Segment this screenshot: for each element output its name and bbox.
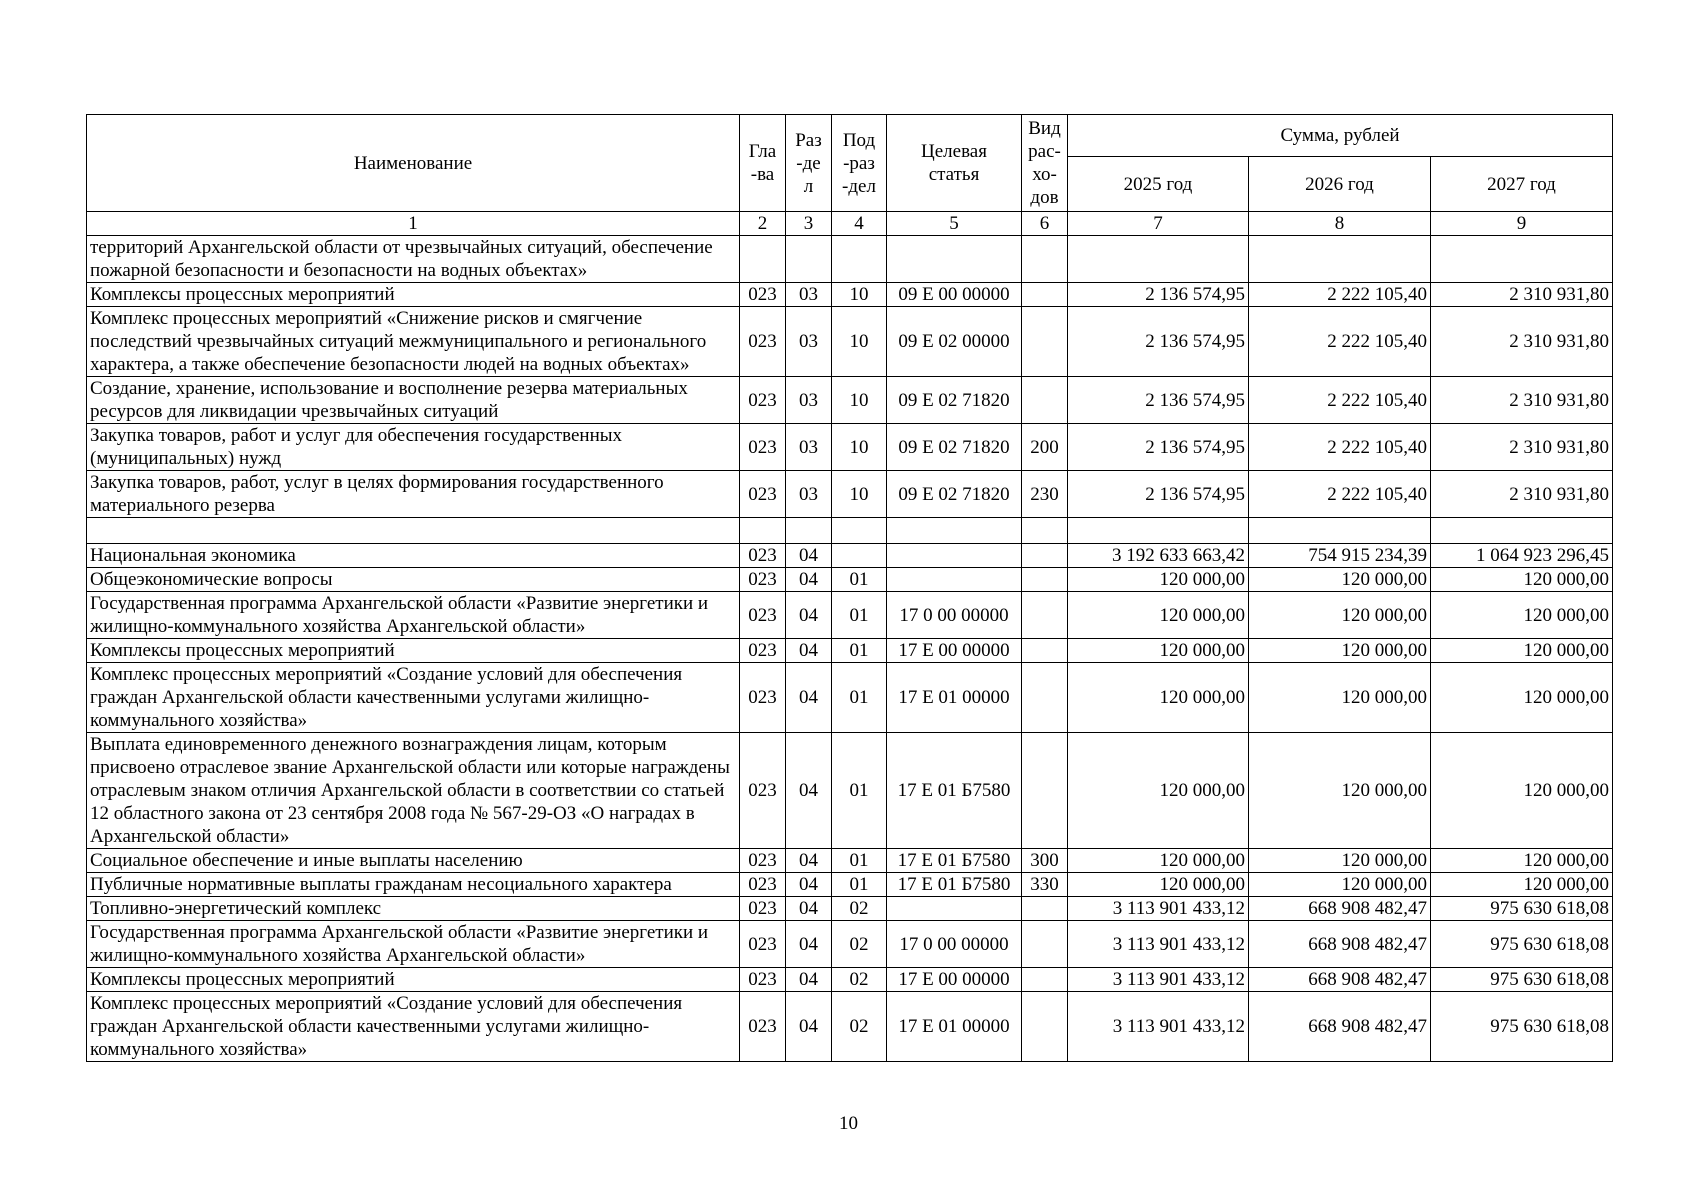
table-row xyxy=(87,307,1613,377)
table-row xyxy=(87,518,1613,544)
row-amount-2026: 120 000,00 xyxy=(1249,639,1431,663)
row-chapter: 023 xyxy=(740,307,786,377)
row-amount-2027: 120 000,00 xyxy=(1431,733,1613,849)
row-name: Закупка товаров, работ и услуг для обеспечения государственных (муниципальных) нужд xyxy=(87,424,740,471)
row-expense-type: 330 xyxy=(1022,873,1068,897)
row-amount-2025: 120 000,00 xyxy=(1068,568,1249,592)
row-subsection: 01 xyxy=(832,873,887,897)
column-number: 2 xyxy=(740,212,786,236)
row-name: Комплекс процессных мероприятий «Снижение рисков и смягчение последствий чрезвычайных ситуаций межмуниципального и регионального характера, а также обеспечение безопасности людей на водных объектах» xyxy=(87,307,740,377)
header-year-2026: 2026 год xyxy=(1249,157,1431,212)
row-name: Комплексы процессных мероприятий xyxy=(87,283,740,307)
row-expense-type xyxy=(1022,897,1068,921)
row-subsection: 01 xyxy=(832,639,887,663)
row-subsection xyxy=(832,518,887,544)
row-amount-2026: 668 908 482,47 xyxy=(1249,921,1431,968)
row-chapter xyxy=(740,236,786,283)
row-amount-2025: 3 113 901 433,12 xyxy=(1068,992,1249,1062)
row-amount-2027: 2 310 931,80 xyxy=(1431,377,1613,424)
row-section: 03 xyxy=(786,377,832,424)
row-amount-2026: 120 000,00 xyxy=(1249,733,1431,849)
row-chapter: 023 xyxy=(740,733,786,849)
row-target-article: 17 Е 01 00000 xyxy=(887,992,1022,1062)
column-number: 4 xyxy=(832,212,887,236)
row-amount-2025: 120 000,00 xyxy=(1068,733,1249,849)
table-row xyxy=(87,544,1613,568)
row-expense-type xyxy=(1022,992,1068,1062)
row-subsection: 01 xyxy=(832,592,887,639)
row-subsection: 01 xyxy=(832,849,887,873)
row-amount-2026: 120 000,00 xyxy=(1249,592,1431,639)
row-subsection: 02 xyxy=(832,921,887,968)
row-subsection: 10 xyxy=(832,307,887,377)
row-name: Выплата единовременного денежного вознаграждения лицам, которым присвоено отраслевое звание Архангельской области или которые награждены отраслевым знаком отличия Архангельской области в соответствии со статьей 12 областного закона от 23 сентября 2008 года № 567-29-ОЗ «О наградах в Архангельской области» xyxy=(87,733,740,849)
row-target-article: 09 Е 00 00000 xyxy=(887,283,1022,307)
row-expense-type: 300 xyxy=(1022,849,1068,873)
row-section: 04 xyxy=(786,849,832,873)
row-amount-2026: 120 000,00 xyxy=(1249,873,1431,897)
row-target-article: 09 Е 02 71820 xyxy=(887,377,1022,424)
column-number: 9 xyxy=(1431,212,1613,236)
row-name: территорий Архангельской области от чрезвычайных ситуаций, обеспечение пожарной безопасности и безопасности на водных объектах» xyxy=(87,236,740,283)
row-amount-2027: 1 064 923 296,45 xyxy=(1431,544,1613,568)
row-amount-2025: 2 136 574,95 xyxy=(1068,307,1249,377)
row-target-article: 17 Е 01 00000 xyxy=(887,663,1022,733)
row-section: 04 xyxy=(786,544,832,568)
header-year-2025: 2025 год xyxy=(1068,157,1249,212)
row-amount-2025: 2 136 574,95 xyxy=(1068,424,1249,471)
row-target-article: 17 0 00 00000 xyxy=(887,921,1022,968)
row-chapter: 023 xyxy=(740,568,786,592)
row-chapter: 023 xyxy=(740,283,786,307)
row-subsection: 02 xyxy=(832,992,887,1062)
row-subsection: 01 xyxy=(832,568,887,592)
row-amount-2027: 120 000,00 xyxy=(1431,849,1613,873)
table-row xyxy=(87,283,1613,307)
table-row xyxy=(87,873,1613,897)
row-target-article xyxy=(887,544,1022,568)
column-number: 7 xyxy=(1068,212,1249,236)
row-name: Комплексы процессных мероприятий xyxy=(87,639,740,663)
table-row xyxy=(87,424,1613,471)
row-name: Публичные нормативные выплаты гражданам несоциального характера xyxy=(87,873,740,897)
row-amount-2025: 120 000,00 xyxy=(1068,592,1249,639)
row-name xyxy=(87,518,740,544)
table-row xyxy=(87,897,1613,921)
row-amount-2027: 2 310 931,80 xyxy=(1431,283,1613,307)
row-chapter: 023 xyxy=(740,873,786,897)
table-row xyxy=(87,568,1613,592)
row-amount-2026: 120 000,00 xyxy=(1249,849,1431,873)
row-name: Общеэкономические вопросы xyxy=(87,568,740,592)
table-row xyxy=(87,236,1613,283)
row-chapter: 023 xyxy=(740,849,786,873)
table-row xyxy=(87,733,1613,849)
row-target-article: 17 Е 01 Б7580 xyxy=(887,733,1022,849)
row-amount-2027: 975 630 618,08 xyxy=(1431,921,1613,968)
row-amount-2027: 2 310 931,80 xyxy=(1431,424,1613,471)
row-expense-type xyxy=(1022,544,1068,568)
row-target-article: 17 0 00 00000 xyxy=(887,592,1022,639)
column-number: 6 xyxy=(1022,212,1068,236)
header-expense-type: Вид рас-хо-дов xyxy=(1022,115,1068,212)
row-name: Государственная программа Архангельской области «Развитие энергетики и жилищно-коммунального хозяйства Архангельской области» xyxy=(87,592,740,639)
row-amount-2027: 975 630 618,08 xyxy=(1431,897,1613,921)
row-section: 04 xyxy=(786,992,832,1062)
row-target-article xyxy=(887,236,1022,283)
row-chapter: 023 xyxy=(740,424,786,471)
header-year-2027: 2027 год xyxy=(1431,157,1613,212)
row-section: 04 xyxy=(786,733,832,849)
row-amount-2025: 120 000,00 xyxy=(1068,849,1249,873)
row-target-article: 09 Е 02 71820 xyxy=(887,471,1022,518)
column-number: 8 xyxy=(1249,212,1431,236)
row-name: Комплекс процессных мероприятий «Создание условий для обеспечения граждан Архангельской области качественными услугами жилищно-коммунального хозяйства» xyxy=(87,992,740,1062)
row-subsection: 10 xyxy=(832,283,887,307)
row-amount-2025 xyxy=(1068,518,1249,544)
row-amount-2027: 2 310 931,80 xyxy=(1431,471,1613,518)
row-name: Создание, хранение, использование и восполнение резерва материальных ресурсов для ликвидации чрезвычайных ситуаций xyxy=(87,377,740,424)
row-amount-2026: 120 000,00 xyxy=(1249,663,1431,733)
row-expense-type xyxy=(1022,639,1068,663)
row-expense-type xyxy=(1022,283,1068,307)
row-section: 04 xyxy=(786,639,832,663)
row-chapter: 023 xyxy=(740,592,786,639)
row-expense-type xyxy=(1022,518,1068,544)
row-section: 04 xyxy=(786,568,832,592)
row-amount-2026: 668 908 482,47 xyxy=(1249,968,1431,992)
table-row xyxy=(87,377,1613,424)
header-chapter: Гла-ва xyxy=(740,115,786,212)
column-number: 5 xyxy=(887,212,1022,236)
row-expense-type xyxy=(1022,733,1068,849)
row-amount-2025 xyxy=(1068,236,1249,283)
row-expense-type: 200 xyxy=(1022,424,1068,471)
row-subsection: 01 xyxy=(832,663,887,733)
row-name: Национальная экономика xyxy=(87,544,740,568)
header-subsection: Под-раз-дел xyxy=(832,115,887,212)
row-amount-2025: 3 192 633 663,42 xyxy=(1068,544,1249,568)
row-chapter: 023 xyxy=(740,992,786,1062)
row-amount-2026 xyxy=(1249,236,1431,283)
row-amount-2025: 3 113 901 433,12 xyxy=(1068,921,1249,968)
row-amount-2027: 120 000,00 xyxy=(1431,592,1613,639)
row-amount-2027: 975 630 618,08 xyxy=(1431,968,1613,992)
row-chapter: 023 xyxy=(740,377,786,424)
row-section: 04 xyxy=(786,663,832,733)
row-name: Закупка товаров, работ, услуг в целях формирования государственного материального резерва xyxy=(87,471,740,518)
row-chapter: 023 xyxy=(740,471,786,518)
row-amount-2025: 2 136 574,95 xyxy=(1068,377,1249,424)
row-amount-2026: 2 222 105,40 xyxy=(1249,283,1431,307)
row-amount-2025: 3 113 901 433,12 xyxy=(1068,897,1249,921)
header-target-article: Целевая статья xyxy=(887,115,1022,212)
row-amount-2027: 2 310 931,80 xyxy=(1431,307,1613,377)
row-amount-2026: 120 000,00 xyxy=(1249,568,1431,592)
row-expense-type xyxy=(1022,236,1068,283)
row-subsection: 02 xyxy=(832,897,887,921)
row-target-article: 17 Е 00 00000 xyxy=(887,968,1022,992)
row-target-article xyxy=(887,897,1022,921)
row-chapter: 023 xyxy=(740,544,786,568)
row-amount-2027 xyxy=(1431,236,1613,283)
row-section xyxy=(786,518,832,544)
row-section: 03 xyxy=(786,424,832,471)
row-chapter: 023 xyxy=(740,639,786,663)
row-chapter: 023 xyxy=(740,968,786,992)
row-expense-type xyxy=(1022,568,1068,592)
column-number-row xyxy=(87,212,1613,236)
row-section: 03 xyxy=(786,307,832,377)
table-row xyxy=(87,921,1613,968)
row-amount-2025: 3 113 901 433,12 xyxy=(1068,968,1249,992)
row-chapter xyxy=(740,518,786,544)
row-target-article: 17 Е 00 00000 xyxy=(887,639,1022,663)
row-name: Комплекс процессных мероприятий «Создание условий для обеспечения граждан Архангельской области качественными услугами жилищно-коммунального хозяйства» xyxy=(87,663,740,733)
row-amount-2025: 120 000,00 xyxy=(1068,639,1249,663)
table-row xyxy=(87,968,1613,992)
row-subsection xyxy=(832,544,887,568)
row-amount-2027 xyxy=(1431,518,1613,544)
row-target-article: 17 Е 01 Б7580 xyxy=(887,873,1022,897)
row-amount-2027: 120 000,00 xyxy=(1431,568,1613,592)
row-chapter: 023 xyxy=(740,897,786,921)
header-name: Наименование xyxy=(87,115,740,212)
row-section xyxy=(786,236,832,283)
row-amount-2026: 668 908 482,47 xyxy=(1249,897,1431,921)
row-amount-2026: 2 222 105,40 xyxy=(1249,307,1431,377)
row-amount-2025: 2 136 574,95 xyxy=(1068,471,1249,518)
row-target-article: 17 Е 01 Б7580 xyxy=(887,849,1022,873)
table-row xyxy=(87,639,1613,663)
row-name: Комплексы процессных мероприятий xyxy=(87,968,740,992)
table-body xyxy=(87,236,1613,1062)
row-chapter: 023 xyxy=(740,921,786,968)
row-name: Топливно-энергетический комплекс xyxy=(87,897,740,921)
table-row xyxy=(87,849,1613,873)
row-target-article xyxy=(887,518,1022,544)
row-amount-2027: 975 630 618,08 xyxy=(1431,992,1613,1062)
table-row xyxy=(87,663,1613,733)
row-section: 04 xyxy=(786,592,832,639)
header-sum: Сумма, рублей xyxy=(1068,115,1613,157)
row-subsection: 10 xyxy=(832,377,887,424)
row-target-article: 09 Е 02 71820 xyxy=(887,424,1022,471)
row-expense-type xyxy=(1022,921,1068,968)
row-amount-2026: 2 222 105,40 xyxy=(1249,471,1431,518)
row-amount-2025: 2 136 574,95 xyxy=(1068,283,1249,307)
column-number: 3 xyxy=(786,212,832,236)
row-section: 04 xyxy=(786,968,832,992)
row-expense-type xyxy=(1022,592,1068,639)
table-row xyxy=(87,592,1613,639)
row-section: 04 xyxy=(786,897,832,921)
row-amount-2026: 668 908 482,47 xyxy=(1249,992,1431,1062)
row-name: Социальное обеспечение и иные выплаты населению xyxy=(87,849,740,873)
row-section: 04 xyxy=(786,921,832,968)
row-target-article: 09 Е 02 00000 xyxy=(887,307,1022,377)
row-section: 04 xyxy=(786,873,832,897)
row-amount-2026 xyxy=(1249,518,1431,544)
row-amount-2025: 120 000,00 xyxy=(1068,873,1249,897)
row-target-article xyxy=(887,568,1022,592)
row-subsection xyxy=(832,236,887,283)
row-amount-2026: 2 222 105,40 xyxy=(1249,424,1431,471)
row-amount-2025: 120 000,00 xyxy=(1068,663,1249,733)
page-number: 10 xyxy=(839,1113,858,1134)
header-section: Раз-дел xyxy=(786,115,832,212)
row-subsection: 10 xyxy=(832,424,887,471)
table-row xyxy=(87,471,1613,518)
row-subsection: 02 xyxy=(832,968,887,992)
table-row xyxy=(87,992,1613,1062)
row-expense-type xyxy=(1022,968,1068,992)
row-subsection: 10 xyxy=(832,471,887,518)
row-name: Государственная программа Архангельской области «Развитие энергетики и жилищно-коммунального хозяйства Архангельской области» xyxy=(87,921,740,968)
row-amount-2027: 120 000,00 xyxy=(1431,639,1613,663)
row-section: 03 xyxy=(786,471,832,518)
column-number: 1 xyxy=(87,212,740,236)
row-expense-type: 230 xyxy=(1022,471,1068,518)
row-amount-2027: 120 000,00 xyxy=(1431,663,1613,733)
row-section: 03 xyxy=(786,283,832,307)
row-amount-2026: 754 915 234,39 xyxy=(1249,544,1431,568)
row-subsection: 01 xyxy=(832,733,887,849)
row-chapter: 023 xyxy=(740,663,786,733)
row-expense-type xyxy=(1022,377,1068,424)
budget-table xyxy=(86,114,1613,1062)
row-expense-type xyxy=(1022,307,1068,377)
row-amount-2026: 2 222 105,40 xyxy=(1249,377,1431,424)
row-expense-type xyxy=(1022,663,1068,733)
row-amount-2027: 120 000,00 xyxy=(1431,873,1613,897)
